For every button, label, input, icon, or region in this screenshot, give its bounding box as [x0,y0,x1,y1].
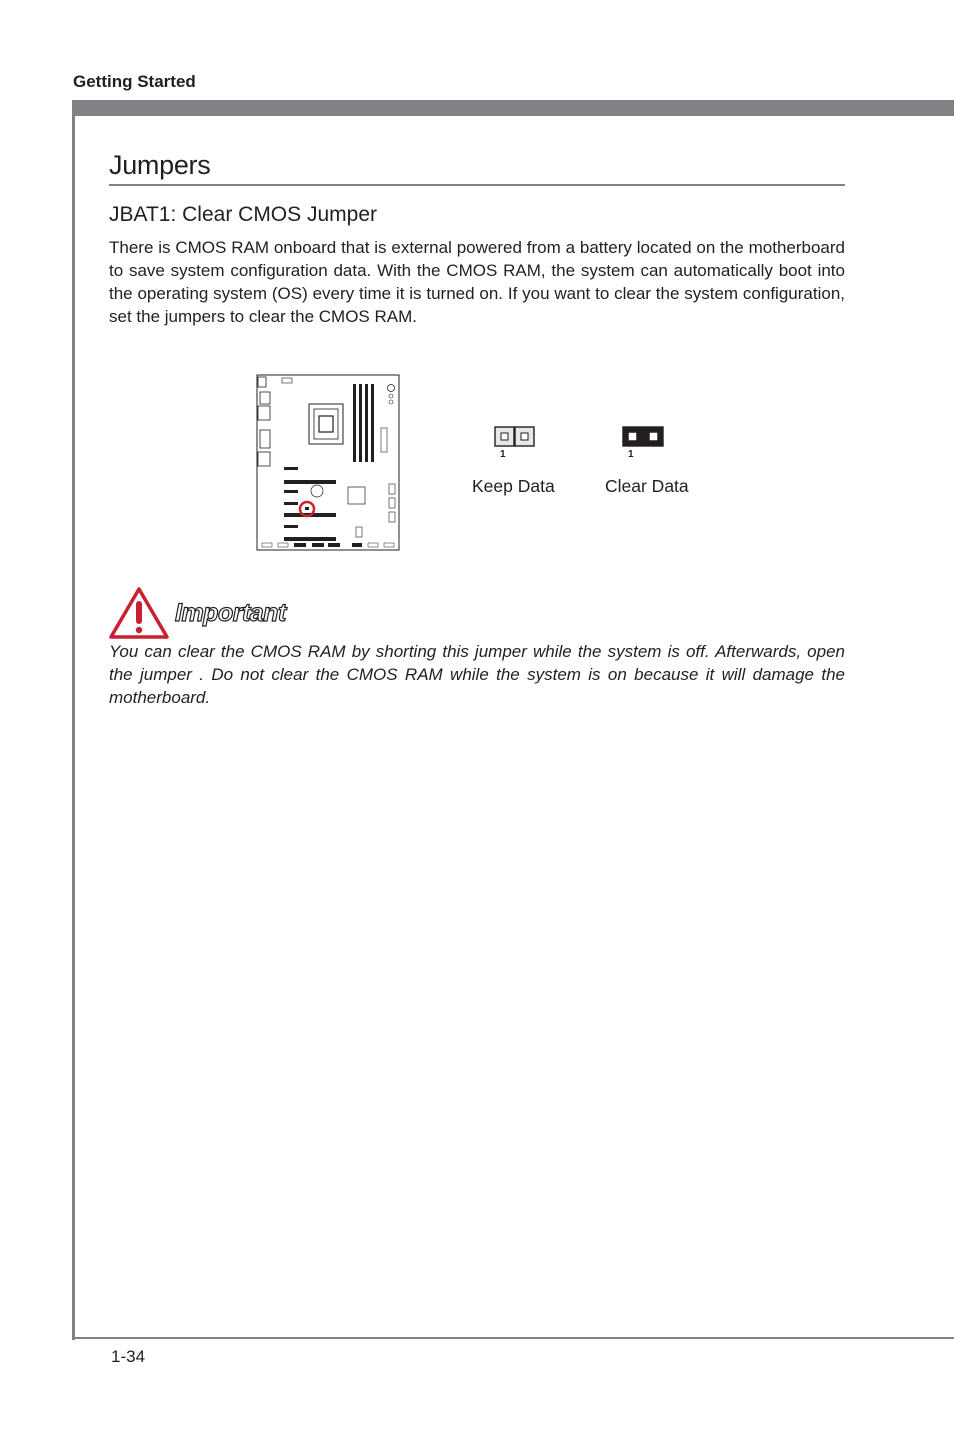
clear-data-jumper-icon [622,426,664,448]
clear-data-label: Clear Data [605,476,689,496]
motherboard-diagram [256,374,400,551]
title-divider [109,184,845,186]
section-subtitle: JBAT1: Clear CMOS Jumper [109,203,378,226]
left-margin-rule [72,100,75,1340]
keep-data-label: Keep Data [472,476,555,496]
header-bar [73,100,954,116]
keep-data-jumper-icon [494,426,536,448]
footer-rule [72,1337,954,1339]
page-title: Jumpers [109,150,211,180]
important-heading: Important [175,599,286,627]
clear-data-pin-label: 1 [628,449,634,460]
warning-triangle-icon [108,586,170,640]
page-number: 1-34 [111,1347,146,1366]
keep-data-pin-label: 1 [500,449,506,460]
important-text: You can clear the CMOS RAM by shorting this jumper while the system is off. Afterwards, open the jumper . Do not clear the CMOS RAM while the system is on because it will damage the motherboard. [109,642,845,707]
body-paragraph: There is CMOS RAM onboard that is external powered from a battery located on the motherboard to save system configuration data. With the CMOS RAM, the system can automatically boot into the operating system (OS) every time it is turned on. If you want to clear the system configuration, set the jumpers to clear the CMOS RAM. [109,238,845,326]
section-label: Getting Started [73,72,196,91]
